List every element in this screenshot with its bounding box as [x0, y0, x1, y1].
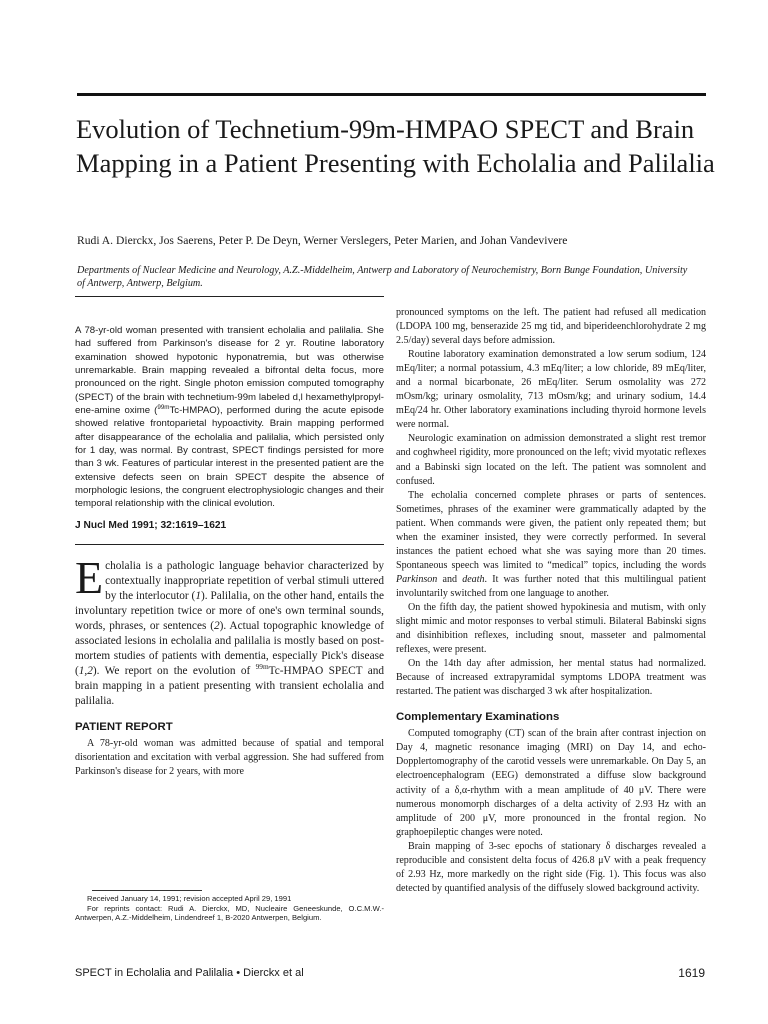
- left-column: [75, 296, 384, 779]
- footnote: [75, 894, 384, 923]
- intro-text-b: ). Palilalia, on the other hand, entails the involuntary repetition twice or more of one's own terminal sounds, words, phrases, or sentences (: [75, 589, 384, 632]
- echolalia-text-a: The echolalia concerned complete phrases or parts of sentences. Sometimes, phrases of the examiner were grammatically adapted by the patient. When commands were given, the patient only repeated them; but when the examiner insisted, they were correctly performed. In several instances the patient echoed what she was saying more than 20 times. Spontaneous speech was limited to “medical” topics, including the words: [396, 489, 706, 571]
- continued-paragraph: pronounced symptoms on the left. The patient had refused all medication (LDOPA 100 mg, benserazide 25 mg tid, and biperideenchlorohydrate 2 mg 2.5/day) several days before admission.: [396, 307, 706, 347]
- echolalia-paragraph: [396, 489, 706, 601]
- right-column: [396, 306, 706, 896]
- header-rule: [77, 93, 706, 96]
- running-footer: SPECT in Echolalia and Palilalia • Dierckx et al: [75, 967, 304, 979]
- journal-citation: J Nucl Med 1991; 32:1619–1621: [75, 519, 227, 531]
- intro-superscript: 99m: [255, 662, 269, 672]
- intro-ref-2[interactable]: 2: [213, 620, 220, 632]
- article-title: Evolution of Technetium-99m-HMPAO SPECT and Brain Mapping in a Patient Presenting with Echolalia and Palilalia: [76, 114, 715, 178]
- abstract-top-rule: [75, 296, 384, 297]
- intro-text-d: ). We report on the evolution of: [92, 665, 256, 678]
- page-number: 1619: [678, 966, 705, 980]
- echolalia-text-b: . It was further noted that this multilingual patient involuntarily switched from one language to another.: [396, 573, 707, 599]
- footnote-rule: [92, 890, 202, 891]
- intro-ref-3[interactable]: 1,2: [78, 665, 93, 678]
- echolalia-word-1: Parkinson: [396, 573, 438, 585]
- intro-text-c: ). Actual topographic knowledge of associated lesions in echolalia and palilalia is mostly based on post-mortem studies of patients with dementia, especially Pick's disease (: [75, 620, 384, 678]
- abstract-superscript: 99m: [157, 403, 170, 411]
- complementary-heading: Complementary Examinations: [396, 711, 560, 724]
- author-list: Rudi A. Dierckx, Jos Saerens, Peter P. De Deyn, Werner Verslegers, Peter Marien, and Johan Vandevivere: [77, 234, 568, 247]
- intro-paragraph: [75, 551, 385, 709]
- affiliations: Departments of Nuclear Medicine and Neurology, A.Z.-Middelheim, Antwerp and Laboratory of Neurochemistry, Born Bunge Foundation, University of Antwerp, Antwerp, Belgium.: [77, 265, 688, 289]
- fourteenth-day-paragraph: On the 14th day after admission, her mental status had normalized. Because of increased extrapyramidal symptoms LDOPA treatment was restarted. The patient was discharged 3 wk after hospitalization.: [396, 658, 706, 698]
- intro-text-a: cholalia is a pathologic language behavior characterized by contextually inappropriate repetition of verbal stimuli uttered by the interlocutor (: [105, 559, 384, 602]
- echolalia-and: and: [437, 573, 463, 585]
- patient-report-heading: PATIENT REPORT: [75, 721, 173, 734]
- abstract: [75, 324, 384, 511]
- drop-cap: E: [75, 551, 104, 603]
- echolalia-word-2: death: [462, 573, 485, 585]
- intro-text-e: Tc-HMPAO SPECT and brain mapping in a patient presenting with transient echolalia and palilalia.: [75, 665, 385, 708]
- ct-paragraph: Computed tomography (CT) scan of the brain after contrast injection on Day 4, magnetic resonance imaging (MRI) on Day 14, and echo-Dopplertomography of the carotid vessels were unremarkable. On Day 5, an electroencephalogram (EEG) demonstrated a diffuse slow background activity of a δ,α-rhythm with a mean amplitude of 40 μV. There were numerous monomorph discharges of a delta activity of 2.93 Hz with an amplitude of 200 μV, more pronounced in the frontal region. No graphoepileptic changes were noted.: [396, 728, 706, 838]
- fifth-day-paragraph: On the fifth day, the patient showed hypokinesia and mutism, with only slight mimic and motor responses to verbal stimuli. Bilateral Babinski signs and disinhibition reflexes, including snout, masseter and palmomental reflexes, were present.: [396, 601, 706, 656]
- brain-mapping-paragraph: Brain mapping of 3-sec epochs of stationary δ discharges revealed a reproducible and consistent delta focus of 426.8 μV with a peak frequency of 2.93 Hz, more markedly on the right side (Fig. 1). This focus was also detected by quantified analysis of the diffusely slowed background activity.: [396, 840, 706, 894]
- abstract-text-2: Tc-HMPAO), performed during the acute episode showed relative frontoparietal hypoactivity. Brain mapping performed after disappearance of the echolalia and palilalia, which persisted only for 1 day, was normal. By contrast, SPECT findings persisted for more than 3 wk. Features of particular interest in the presented patient are the extensive defects seen on brain SPECT despite the absence of morphologic lesions, the congruent electrophysiologic changes and their temporal relationship with the clinical evolution.: [75, 405, 385, 510]
- abstract-text-1: A 78-yr-old woman presented with transient echolalia and palilalia. She had suffered from Parkinson's disease for 2 yr. Routine laboratory examination showed hypotonic hyponatremia, but was otherwise unremarkable. Brain mapping revealed a bifrontal delta focus, more pronounced on the right. Single photon emission computed tomography (SPECT) of the brain with technetium-99m labeled d,l hexamethylpropyl-ene-amine oxime (: [75, 325, 384, 417]
- intro-ref-1[interactable]: 1: [195, 589, 201, 602]
- patient-report-paragraph: A 78-yr-old woman was admitted because of spatial and temporal disorientation and excitation with verbal aggression. She had suffered from Parkinson's disease for 2 years, with more: [75, 738, 384, 778]
- footnote-reprints: For reprints contact: Rudi A. Dierckx, MD, Nucleaire Geneeskunde, O.C.M.W.-Antwerpen, A.Z.-Middelheim, Lindendreef 1, B-2020 Antwerpen, Belgium.: [75, 903, 384, 923]
- abstract-bottom-rule: [75, 544, 384, 545]
- neurologic-paragraph: Neurologic examination on admission demonstrated a slight rest tremor and coghwheel rigidity, more pronounced on the left; vivid myotatic reflexes and a Babinski sign located on the left. The patient was somnolent and confused.: [396, 433, 706, 487]
- laboratory-paragraph: Routine laboratory examination demonstrated a low serum sodium, 124 mEq/liter; a normal potassium, 4.3 mEq/liter; a low chloride, 89 mEq/liter, and a normal bicarbonate, 26 mEq/liter. Serum osmolality was 272 mOsm/kg; urinary osmolality, 713 mOsm/kg; and urinary sodium, 14.4 mEq/24 hr. Other laboratory examinations including thyroid hormone levels were normal.: [396, 349, 706, 431]
- footnote-received: Received January 14, 1991; revision accepted April 29, 1991: [87, 894, 292, 903]
